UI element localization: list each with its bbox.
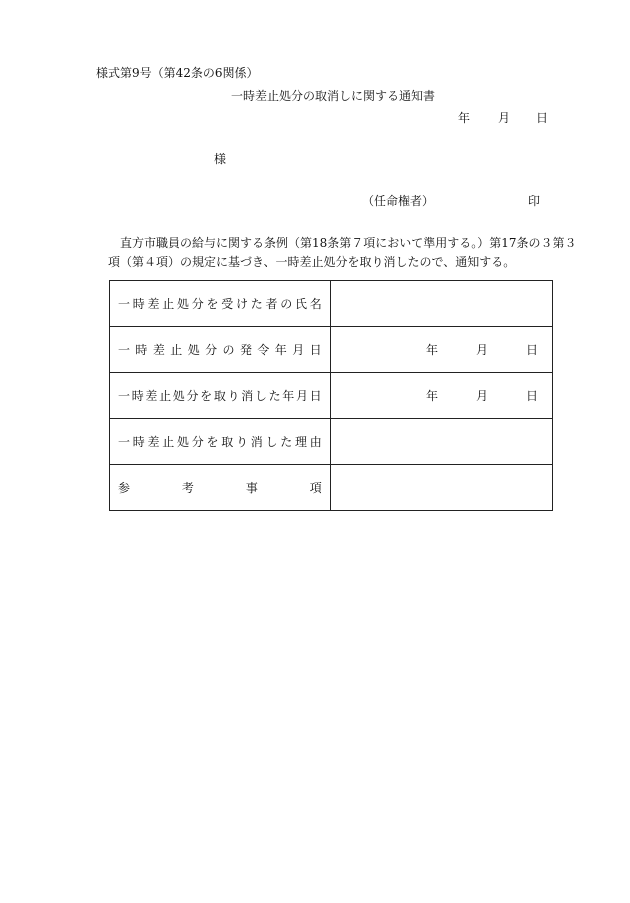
label-char: た (280, 435, 293, 449)
label-char: の (222, 343, 235, 357)
row-label (110, 295, 330, 312)
label-char: を (206, 435, 219, 449)
label-char: 分 (191, 435, 204, 449)
document-title: 一時差止処分の取消しに関する通知書 (231, 89, 436, 103)
label-char: 取 (221, 435, 234, 449)
label-char: 差 (152, 343, 165, 357)
label-char: り (227, 389, 240, 403)
label-char: 処 (172, 389, 185, 403)
issue-date (458, 109, 548, 126)
table-row (110, 281, 553, 327)
label-char: 止 (170, 343, 183, 357)
label-char: 処 (187, 343, 200, 357)
label-char: 令 (257, 343, 270, 357)
label-char: 事 (245, 481, 258, 495)
name-field[interactable] (330, 281, 552, 327)
label-char: 理 (295, 435, 308, 449)
month-label: 月 (476, 389, 489, 403)
row-label (110, 341, 330, 358)
label-char: 処 (177, 435, 190, 449)
label-char: 時 (131, 389, 144, 403)
year-label: 年 (426, 389, 439, 403)
label-char: し (254, 389, 267, 403)
label-char: 差 (145, 389, 158, 403)
cancel-date-field[interactable] (330, 373, 552, 419)
table-row (110, 373, 553, 419)
label-char: 時 (135, 343, 148, 357)
recipient-suffix: 様 (214, 152, 227, 166)
label-char: 月 (292, 343, 305, 357)
info-table (109, 280, 553, 511)
body-text (108, 234, 577, 272)
label-char: 参 (118, 481, 131, 495)
table-row (110, 419, 553, 465)
row-label-cell (110, 281, 331, 327)
month-label: 月 (476, 343, 489, 357)
row-label-cell (110, 373, 331, 419)
label-char: 年 (274, 343, 287, 357)
seal-mark: 印 (528, 194, 541, 208)
label-char: 時 (132, 297, 145, 311)
body-line-2: 項（第４項）の規定に基づき、一時差止処分を取り消したので、通知する。 (108, 255, 516, 269)
label-char: 処 (177, 297, 190, 311)
label-char: 消 (241, 389, 254, 403)
label-char: 一 (118, 343, 131, 357)
label-char: け (236, 297, 249, 311)
label-char: の (280, 297, 293, 311)
label-char: 分 (186, 389, 199, 403)
label-char: 分 (205, 343, 218, 357)
issue-date-field[interactable] (330, 327, 552, 373)
label-char: 止 (159, 389, 172, 403)
row-label-cell (110, 327, 331, 373)
day-label: 日 (526, 343, 539, 357)
row-label-cell (110, 465, 331, 511)
date-day: 日 (536, 111, 549, 125)
notes-field[interactable] (330, 465, 552, 511)
row-label (110, 479, 330, 496)
row-label-cell (110, 419, 331, 465)
label-char: 受 (221, 297, 234, 311)
label-char: 者 (265, 297, 278, 311)
authority-label: （任命権者） (362, 194, 435, 208)
date-month: 月 (498, 111, 511, 125)
table-row (110, 465, 553, 511)
label-char: 日 (309, 389, 322, 403)
label-char: を (200, 389, 213, 403)
label-char: 分 (191, 297, 204, 311)
label-char: り (236, 435, 249, 449)
body-line-1: 直方市職員の給与に関する条例（第18条第７項において準用する。）第17条の３第３ (120, 236, 577, 250)
label-char: 年 (282, 389, 295, 403)
label-char: た (268, 389, 281, 403)
label-char: 一 (118, 389, 131, 403)
label-char: 日 (309, 343, 322, 357)
date-year: 年 (458, 111, 471, 125)
label-char: 氏 (295, 297, 308, 311)
day-label: 日 (526, 389, 539, 403)
year-label: 年 (426, 343, 439, 357)
label-char: 止 (162, 435, 175, 449)
label-char: し (265, 435, 278, 449)
label-char: 考 (181, 481, 194, 495)
table-row (110, 327, 553, 373)
label-char: 一 (118, 435, 131, 449)
label-char: た (250, 297, 263, 311)
label-char: 時 (132, 435, 145, 449)
row-label (110, 387, 330, 404)
label-char: 差 (147, 297, 160, 311)
reason-field[interactable] (330, 419, 552, 465)
label-char: 消 (250, 435, 263, 449)
row-label (110, 433, 330, 450)
label-char: 一 (118, 297, 131, 311)
label-char: 月 (295, 389, 308, 403)
label-char: 差 (147, 435, 160, 449)
label-char: 名 (309, 297, 322, 311)
label-char: 取 (213, 389, 226, 403)
label-char: を (206, 297, 219, 311)
form-number: 様式第9号（第42条の6関係） (96, 66, 259, 80)
label-char: 項 (309, 481, 322, 495)
label-char: 止 (162, 297, 175, 311)
label-char: 発 (239, 343, 252, 357)
label-char: 由 (309, 435, 322, 449)
